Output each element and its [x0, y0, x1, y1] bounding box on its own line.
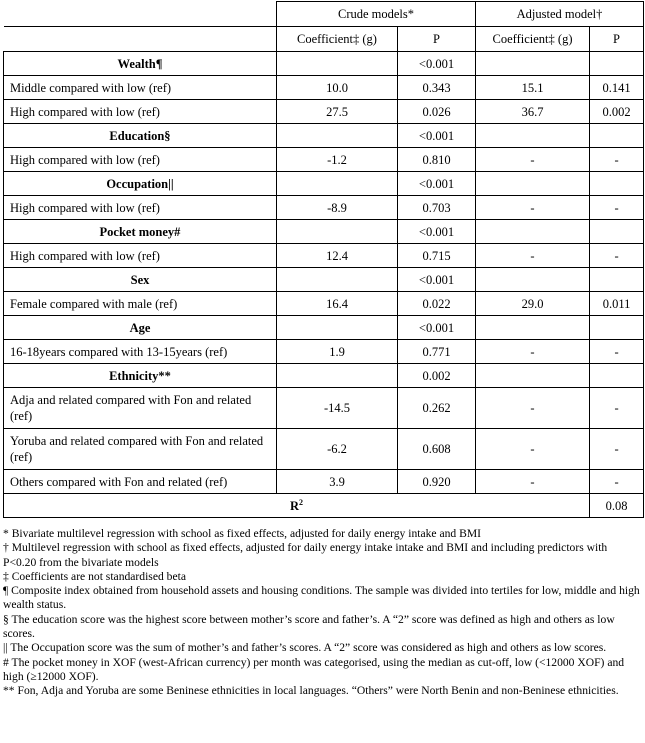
section-p-value: <0.001 [398, 220, 476, 244]
section-header-row [4, 220, 644, 244]
crude-coefficient: -6.2 [277, 429, 398, 470]
table-row [4, 429, 644, 470]
adjusted-p-value: - [590, 244, 644, 268]
row-label: High compared with low (ref) [4, 100, 277, 124]
empty-cell [277, 268, 398, 292]
empty-cell [590, 52, 644, 76]
section-header-row [4, 268, 644, 292]
footnote: ** Fon, Adja and Yoruba are some Beninese ethnicities in local languages. “Others” were North Benin and non-Beninese ethnicities. [3, 684, 619, 698]
empty-cell [476, 268, 590, 292]
section-title: Age [4, 316, 277, 340]
table-row [4, 244, 644, 268]
empty-cell [476, 220, 590, 244]
header-p-crude: P [398, 27, 476, 52]
footnote: † Multilevel regression with school as fixed effects, adjusted for daily energy intake intake and BMI and including predictors with P<0.20 from the bivariate models [3, 541, 608, 569]
r-squared-row [4, 494, 644, 518]
row-label: 16-18years compared with 13-15years (ref) [4, 340, 277, 364]
section-header-row [4, 172, 644, 196]
empty-cell [277, 124, 398, 148]
crude-p-value: 0.771 [398, 340, 476, 364]
adjusted-p-value: - [590, 429, 644, 470]
crude-p-value: 0.810 [398, 148, 476, 172]
adjusted-coefficient: 15.1 [476, 76, 590, 100]
crude-coefficient: 16.4 [277, 292, 398, 316]
section-header-row [4, 316, 644, 340]
empty-cell [277, 220, 398, 244]
header-adjusted-model: Adjusted model† [476, 2, 644, 27]
crude-coefficient: 1.9 [277, 340, 398, 364]
r-squared-value: 0.08 [590, 494, 644, 518]
adjusted-coefficient: - [476, 340, 590, 364]
crude-p-value: 0.262 [398, 388, 476, 429]
header-blank-2 [4, 27, 277, 52]
empty-cell [590, 316, 644, 340]
empty-cell [590, 172, 644, 196]
footnote: * Bivariate multilevel regression with school as fixed effects, adjusted for daily energy intake and BMI [3, 527, 482, 540]
footnote: # The pocket money in XOF (west-African currency) per month was categorised, using the median as cut-off, low (<12000 XOF) and high (≥12000 XOF). [3, 655, 625, 683]
adjusted-p-value: - [590, 148, 644, 172]
adjusted-p-value: 0.002 [590, 100, 644, 124]
r-squared-label [4, 494, 590, 518]
table-row [4, 100, 644, 124]
empty-cell [476, 172, 590, 196]
section-p-value: <0.001 [398, 268, 476, 292]
row-label: Adja and related compared with Fon and related (ref) [4, 388, 277, 429]
crude-p-value: 0.343 [398, 76, 476, 100]
crude-coefficient: -14.5 [277, 388, 398, 429]
footnote: ‡ Coefficients are not standardised beta [3, 569, 186, 583]
row-label: Female compared with male (ref) [4, 292, 277, 316]
crude-p-value: 0.026 [398, 100, 476, 124]
section-p-value: <0.001 [398, 172, 476, 196]
table-row [4, 470, 644, 494]
footnote: § The education score was the highest score between mother’s score and father’s. A “2” score was defined as high and others as low scores. [3, 612, 615, 641]
regression-table [3, 1, 644, 518]
adjusted-p-value: 0.141 [590, 76, 644, 100]
row-label: Others compared with Fon and related (ref) [4, 470, 277, 494]
section-title: Sex [4, 268, 277, 292]
adjusted-coefficient: - [476, 429, 590, 470]
adjusted-p-value: - [590, 340, 644, 364]
section-header-row [4, 364, 644, 388]
r-squared-superscript: 2 [299, 497, 304, 507]
empty-cell [277, 52, 398, 76]
table-row [4, 196, 644, 220]
empty-cell [277, 364, 398, 388]
adjusted-coefficient: - [476, 196, 590, 220]
adjusted-coefficient: 29.0 [476, 292, 590, 316]
adjusted-p-value: - [590, 196, 644, 220]
empty-cell [277, 172, 398, 196]
header-p-adjusted: P [590, 27, 644, 52]
header-coef-adjusted: Coefficient‡ (g) [476, 27, 590, 52]
footnote: || The Occupation score was the sum of mother’s and father’s scores. A “2” score was considered as high and others as low scores. [3, 641, 607, 655]
crude-coefficient: 12.4 [277, 244, 398, 268]
adjusted-p-value: 0.011 [590, 292, 644, 316]
adjusted-coefficient: - [476, 470, 590, 494]
row-label: Yoruba and related compared with Fon and related (ref) [4, 429, 277, 470]
crude-coefficient: 27.5 [277, 100, 398, 124]
header-row-2 [4, 27, 644, 52]
empty-cell [476, 124, 590, 148]
adjusted-coefficient: - [476, 244, 590, 268]
row-label: Middle compared with low (ref) [4, 76, 277, 100]
adjusted-coefficient: - [476, 388, 590, 429]
section-p-value: <0.001 [398, 52, 476, 76]
header-coef-crude: Coefficient‡ (g) [277, 27, 398, 52]
header-row-1 [4, 2, 644, 27]
crude-p-value: 0.608 [398, 429, 476, 470]
section-title: Pocket money# [4, 220, 277, 244]
adjusted-coefficient: 36.7 [476, 100, 590, 124]
empty-cell [277, 316, 398, 340]
footnotes [3, 527, 643, 699]
section-p-value: 0.002 [398, 364, 476, 388]
empty-cell [590, 124, 644, 148]
row-label: High compared with low (ref) [4, 244, 277, 268]
table-row [4, 148, 644, 172]
adjusted-p-value: - [590, 470, 644, 494]
r-squared-letter: R [289, 498, 300, 513]
table-row [4, 340, 644, 364]
empty-cell [590, 364, 644, 388]
crude-coefficient: -1.2 [277, 148, 398, 172]
header-blank [4, 2, 277, 27]
row-label: High compared with low (ref) [4, 148, 277, 172]
section-p-value: <0.001 [398, 316, 476, 340]
table-row [4, 388, 644, 429]
section-p-value: <0.001 [398, 124, 476, 148]
adjusted-p-value: - [590, 388, 644, 429]
section-header-row [4, 52, 644, 76]
crude-coefficient: -8.9 [277, 196, 398, 220]
crude-p-value: 0.022 [398, 292, 476, 316]
crude-p-value: 0.703 [398, 196, 476, 220]
section-title: Ethnicity** [4, 364, 277, 388]
crude-coefficient: 3.9 [277, 470, 398, 494]
crude-p-value: 0.920 [398, 470, 476, 494]
section-title: Wealth¶ [4, 52, 277, 76]
row-label: High compared with low (ref) [4, 196, 277, 220]
table-row [4, 76, 644, 100]
table-row [4, 292, 644, 316]
section-title: Education§ [4, 124, 277, 148]
section-title: Occupation|| [4, 172, 277, 196]
header-crude-models: Crude models* [277, 2, 476, 27]
empty-cell [590, 220, 644, 244]
crude-coefficient: 10.0 [277, 76, 398, 100]
adjusted-coefficient: - [476, 148, 590, 172]
empty-cell [476, 52, 590, 76]
empty-cell [476, 316, 590, 340]
footnote: ¶ Composite index obtained from household assets and housing conditions. The sample was divided into tertiles for low, middle and high wealth status. [3, 584, 640, 612]
empty-cell [476, 364, 590, 388]
crude-p-value: 0.715 [398, 244, 476, 268]
section-header-row [4, 124, 644, 148]
empty-cell [590, 268, 644, 292]
